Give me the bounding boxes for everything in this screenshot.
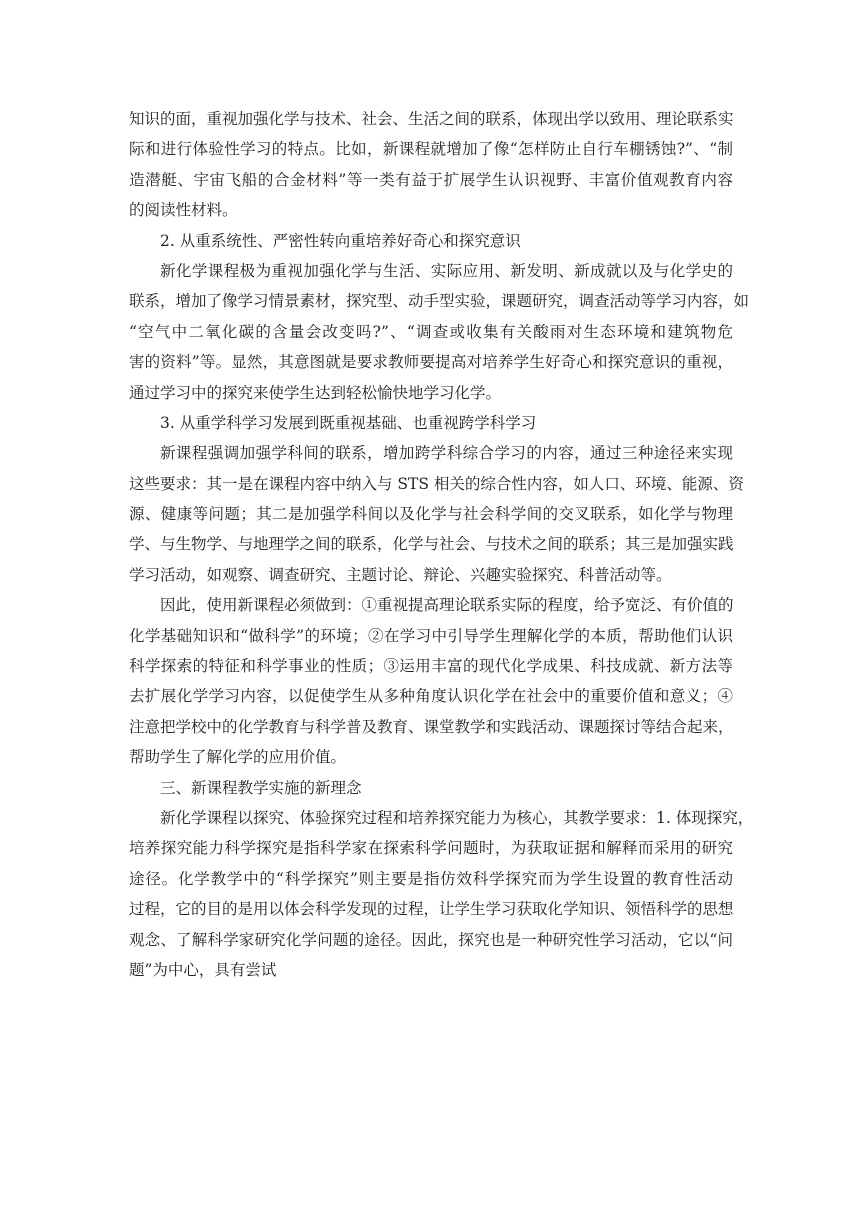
text-line: 题”为中心，具有尝试 bbox=[129, 960, 277, 979]
text-line: 途径。化学教学中的“科学探究”则主要是指仿效科学探究而为学生设置的教育性活动 bbox=[129, 869, 733, 888]
text-line: 科学探索的特征和科学事业的性质；③运用丰富的现代化学成果、科技成就、新方法等 bbox=[129, 657, 733, 676]
text-line: 际和进行体验性学习的特点。比如，新课程就增加了像“怎样防止自行车棚锈蚀?”、“制 bbox=[129, 140, 733, 159]
text-line: 联系，增加了像学习情景素材，探究型、动手型实验，课题研究，调查活动等学习内容，如 bbox=[129, 292, 750, 311]
document-body bbox=[129, 104, 754, 985]
text-line: 新化学课程以探究、体验探究过程和培养探究能力为核心，其教学要求：1. 体现探究， bbox=[160, 808, 754, 827]
text-line: 化学基础知识和“做科学”的环境；②在学习中引导学生理解化学的本质，帮助他们认识 bbox=[129, 626, 733, 645]
text-line: 新课程强调加强学科间的联系，增加跨学科综合学习的内容，通过三种途径来实现 bbox=[160, 444, 733, 463]
text-line: 过程，它的目的是用以体会科学发现的过程，让学生学习获取化学知识、领悟科学的思想 bbox=[129, 900, 734, 919]
text-line: 学、与生物学、与地理学之间的联系，化学与社会、与技术之间的联系；其三是加强实践 bbox=[129, 535, 734, 554]
text-line: 的阅读性材料。 bbox=[129, 201, 238, 220]
text-line: 这些要求：其一是在课程内容中纳入与 STS 相关的综合性内容，如人口、环境、能源、资 bbox=[129, 474, 744, 493]
text-line: 去扩展化学学习内容，以促使学生从多种角度认识化学在社会中的重要价值和意义；④ bbox=[129, 687, 733, 706]
section-heading: 三、新课程教学实施的新理念 bbox=[160, 778, 362, 797]
text-line: 帮助学生了解化学的应用价值。 bbox=[129, 748, 347, 767]
section-heading: 3. 从重学科学习发展到既重视基础、也重视跨学科学习 bbox=[160, 413, 537, 432]
text-line: 观念、了解科学家研究化学问题的途径。因此，探究也是一种研究性学习活动，它以“问 bbox=[129, 930, 733, 949]
text-line: 害的资料”等。显然，其意图就是要求教师要提高对培养学生好奇心和探究意识的重视， bbox=[129, 353, 733, 372]
text-line: 因此，使用新课程必须做到：①重视提高理论联系实际的程度，给予宽泛、有价值的 bbox=[160, 596, 734, 615]
section-heading: 2. 从重系统性、严密性转向重培养好奇心和探究意识 bbox=[160, 231, 521, 250]
text-line: 通过学习中的探究来使学生达到轻松愉快地学习化学。 bbox=[129, 383, 502, 402]
text-line: 知识的面，重视加强化学与技术、社会、生活之间的联系，体现出学以致用、理论联系实 bbox=[129, 110, 734, 128]
text-line: 培养探究能力科学探究是指科学家在探索科学问题时，为获取证据和解释而采用的研究 bbox=[129, 839, 733, 858]
text-line: 新化学课程极为重视加强化学与生活、实际应用、新发明、新成就以及与化学史的 bbox=[160, 261, 733, 280]
text-line: 造潜艇、宇宙飞船的合金材料”等一类有益于扩展学生认识视野、丰富价值观教育内容 bbox=[129, 170, 733, 189]
text-line: “空气中二氧化碳的含量会改变吗?”、“调查或收集有关酸雨对生态环境和建筑物危 bbox=[129, 322, 733, 341]
text-line: 学习活动，如观察、调查研究、主题讨论、辩论、兴趣实验探究、科普活动等。 bbox=[129, 565, 672, 584]
text-line: 注意把学校中的化学教育与科学普及教育、课堂教学和实践活动、课题探讨等结合起来， bbox=[129, 717, 734, 736]
text-line: 源、健康等问题；其二是加强学科间以及化学与社会科学间的交叉联系，如化学与物理 bbox=[129, 505, 733, 524]
